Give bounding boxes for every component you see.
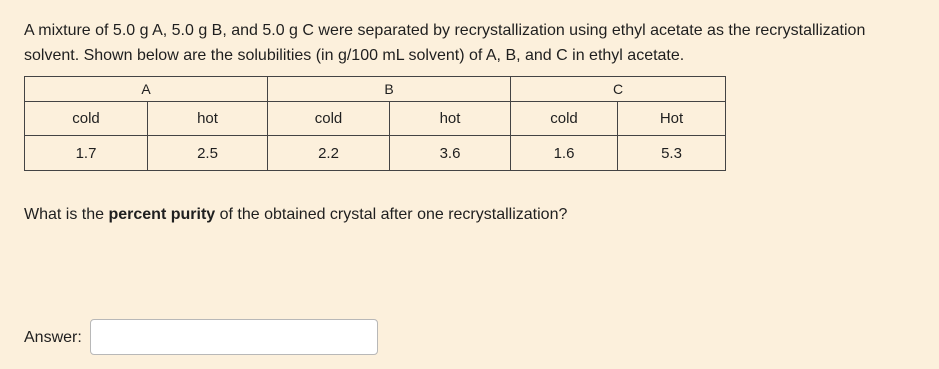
answer-label: Answer: <box>24 329 82 346</box>
temp-header-a-cold: cold <box>25 102 148 136</box>
compound-header-b: B <box>268 77 511 102</box>
prompt-before: What is the <box>24 206 109 223</box>
value-c-hot: 5.3 <box>618 136 726 171</box>
question-prompt <box>24 206 567 224</box>
compound-header-row <box>25 77 726 102</box>
question-text <box>24 18 924 68</box>
value-b-hot: 3.6 <box>390 136 511 171</box>
temperature-header-row <box>25 102 726 136</box>
solubility-values-row <box>25 136 726 171</box>
value-a-hot: 2.5 <box>148 136 268 171</box>
temp-header-a-hot: hot <box>148 102 268 136</box>
temp-header-c-cold: cold <box>511 102 618 136</box>
temp-header-b-cold: cold <box>268 102 390 136</box>
value-a-cold: 1.7 <box>25 136 148 171</box>
value-b-cold: 2.2 <box>268 136 390 171</box>
compound-header-a: A <box>25 77 268 102</box>
question-intro: A mixture of 5.0 g A, 5.0 g B, and 5.0 g C were separated by recrystallization using ethyl acetate as the recrystallization solvent. Shown below are the solubilities (in g/100 mL solvent) of A, B, and C in ethyl acetate. <box>24 22 866 64</box>
value-c-cold: 1.6 <box>511 136 618 171</box>
temp-header-b-hot: hot <box>390 102 511 136</box>
prompt-after: of the obtained crystal after one recrystallization? <box>215 206 568 223</box>
compound-header-c: C <box>511 77 726 102</box>
solubility-table <box>24 76 726 171</box>
prompt-emphasis: percent purity <box>108 206 216 223</box>
answer-input[interactable] <box>90 319 378 355</box>
temp-header-c-hot: Hot <box>618 102 726 136</box>
